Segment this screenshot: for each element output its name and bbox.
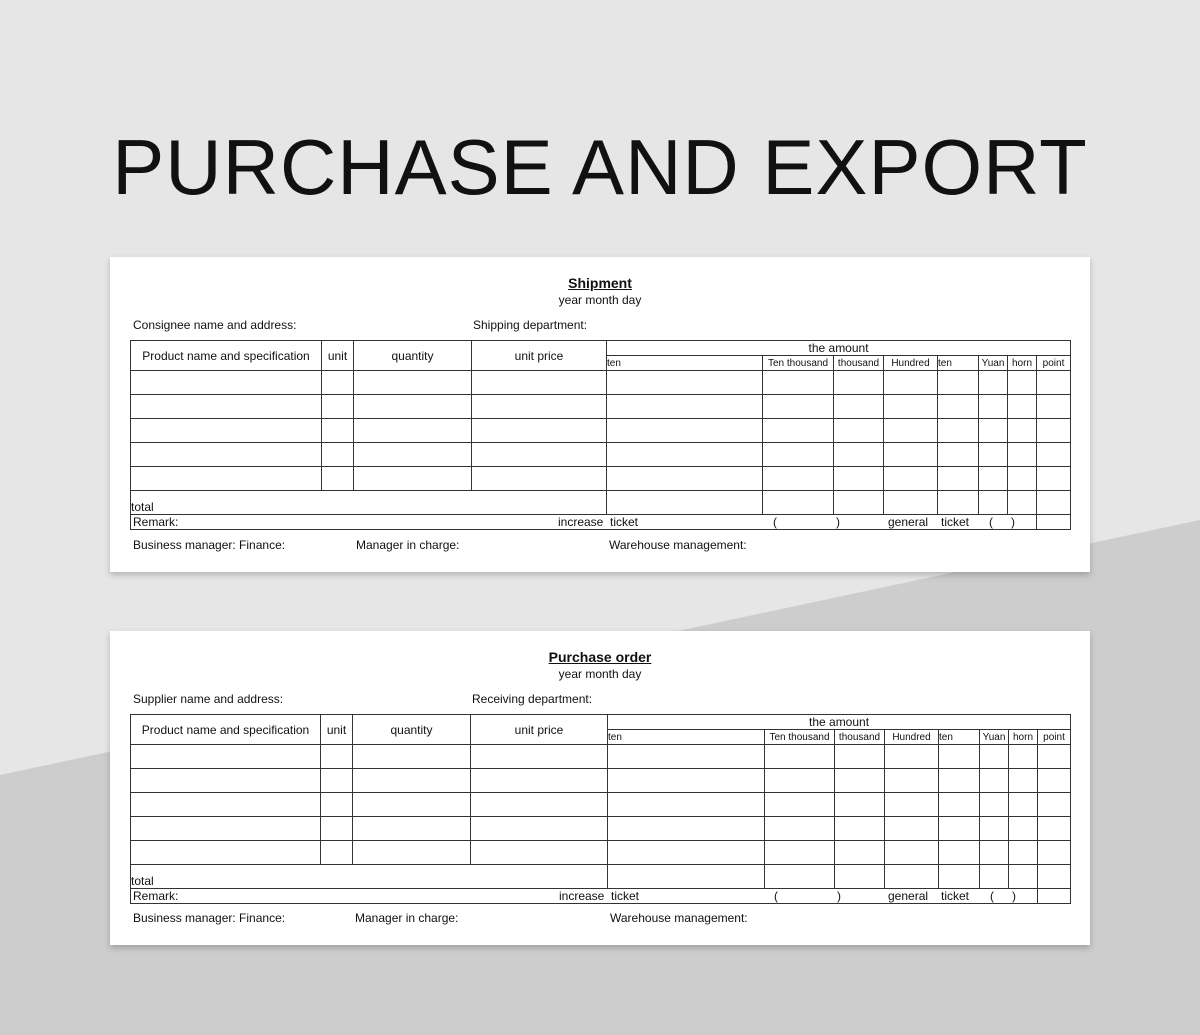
- amount-col: Hundred: [884, 356, 938, 371]
- department-field: Receiving department:: [472, 692, 593, 706]
- header-quantity: quantity: [354, 341, 472, 371]
- paren-open: (: [774, 889, 778, 903]
- amount-col: ten: [938, 356, 979, 371]
- amount-col: ten: [608, 730, 765, 745]
- table-row: [131, 745, 1071, 769]
- amount-col: horn: [1009, 730, 1038, 745]
- increase-label: increase: [559, 889, 605, 903]
- amount-col: point: [1038, 730, 1071, 745]
- paren-open: (: [773, 515, 777, 529]
- total-label: total: [131, 865, 608, 889]
- amount-col: ten: [939, 730, 980, 745]
- header-unit-price: unit price: [471, 715, 608, 745]
- item-table: [130, 340, 1071, 530]
- header-unit-price: unit price: [472, 341, 607, 371]
- amount-col: horn: [1008, 356, 1037, 371]
- form-date: year month day: [558, 293, 642, 307]
- paren-close: ): [836, 515, 840, 529]
- total-label: total: [131, 491, 607, 515]
- remark-row: [131, 889, 1071, 904]
- remark-label: Remark:: [133, 515, 179, 529]
- header-amount: the amount: [608, 715, 1071, 730]
- amount-col: Hundred: [885, 730, 939, 745]
- ticket-label: ticket: [611, 889, 640, 903]
- amount-col: Ten thousand: [763, 356, 834, 371]
- header-product: Product name and specification: [131, 715, 321, 745]
- purchase-order-form: [110, 631, 1090, 945]
- amount-col: point: [1037, 356, 1071, 371]
- footer-business: Business manager: Finance:: [133, 911, 286, 925]
- table-row: [131, 793, 1071, 817]
- footer-warehouse: Warehouse management:: [609, 538, 747, 552]
- ticket-label: ticket: [610, 515, 639, 529]
- header-quantity: quantity: [353, 715, 471, 745]
- footer-manager: Manager in charge:: [356, 538, 460, 552]
- general-label: general: [888, 889, 929, 903]
- table-row: [131, 419, 1071, 443]
- department-field: Shipping department:: [473, 318, 588, 332]
- amount-col: thousand: [834, 356, 884, 371]
- total-row: [131, 865, 1071, 889]
- ticket-label: ticket: [941, 889, 970, 903]
- header-unit: unit: [321, 715, 353, 745]
- shipment-form: [110, 257, 1090, 572]
- table-row: [131, 467, 1071, 491]
- paren-close: ): [837, 889, 841, 903]
- footer-warehouse: Warehouse management:: [610, 911, 748, 925]
- table-row: [131, 395, 1071, 419]
- table-row: [131, 769, 1071, 793]
- amount-col: ten: [607, 356, 763, 371]
- increase-label: increase: [558, 515, 604, 529]
- page-title: PURCHASE AND EXPORT: [112, 123, 1088, 211]
- amount-col: thousand: [835, 730, 885, 745]
- paren-close: ): [1011, 515, 1015, 529]
- item-table: [130, 714, 1071, 904]
- ticket-label: ticket: [941, 515, 970, 529]
- consignee-field: Consignee name and address:: [133, 318, 297, 332]
- paren-close: ): [1012, 889, 1016, 903]
- form-title: Shipment: [568, 275, 632, 291]
- table-row: [131, 371, 1071, 395]
- table-row: [131, 841, 1071, 865]
- footer-business: Business manager: Finance:: [133, 538, 286, 552]
- form-date: year month day: [558, 667, 642, 681]
- header-product: Product name and specification: [131, 341, 322, 371]
- header-unit: unit: [322, 341, 354, 371]
- amount-col: Ten thousand: [765, 730, 835, 745]
- remark-label: Remark:: [133, 889, 179, 903]
- header-amount: the amount: [607, 341, 1071, 356]
- form-title: Purchase order: [548, 649, 652, 665]
- supplier-field: Supplier name and address:: [133, 692, 284, 706]
- amount-col: Yuan: [980, 730, 1009, 745]
- amount-col: Yuan: [979, 356, 1008, 371]
- general-label: general: [888, 515, 929, 529]
- footer-manager: Manager in charge:: [355, 911, 459, 925]
- paren-open: (: [990, 889, 994, 903]
- table-row: [131, 443, 1071, 467]
- table-row: [131, 817, 1071, 841]
- total-row: [131, 491, 1071, 515]
- remark-row: [131, 515, 1071, 530]
- paren-open: (: [989, 515, 993, 529]
